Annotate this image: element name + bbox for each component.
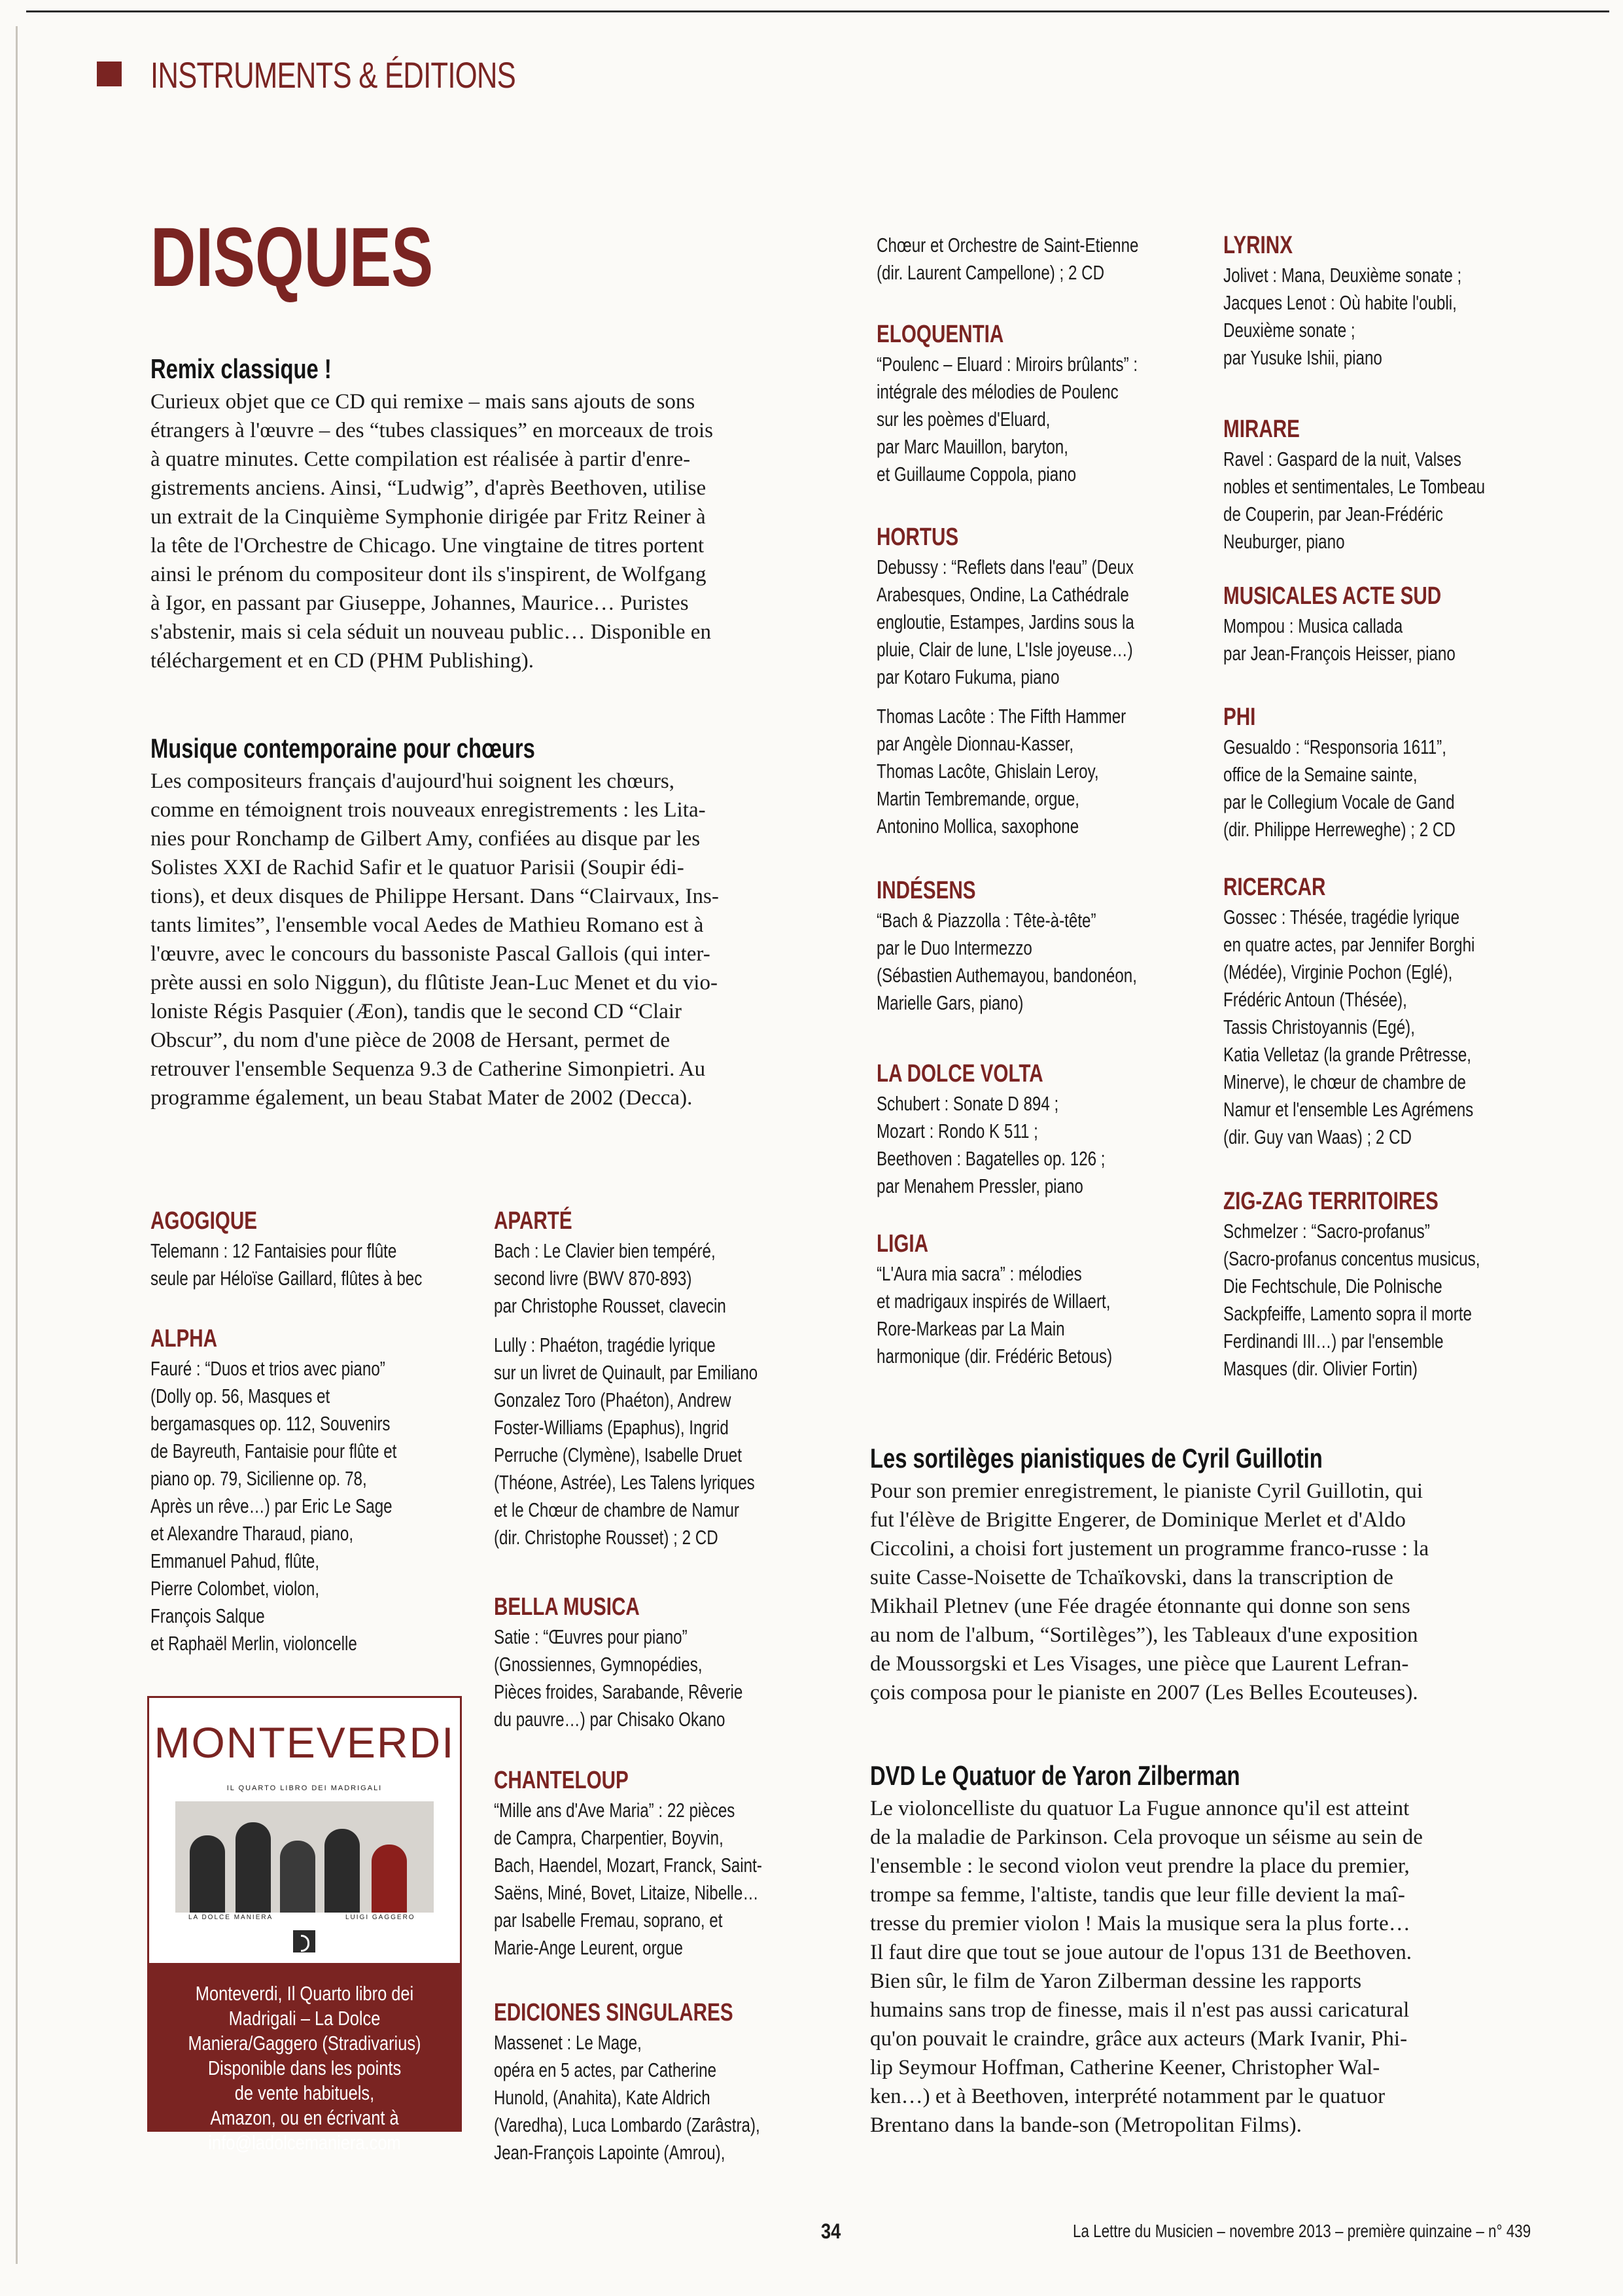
article-guillotin [870, 1443, 1531, 1707]
label-releases [1223, 262, 1529, 372]
release-line: (Sacro-profanus concentus musicus, [1223, 1247, 1480, 1270]
ad-subtitle: IL QUARTO LIBRO DEI MADRIGALI [226, 1784, 383, 1792]
performer-figure [236, 1822, 271, 1913]
release-line: “Bach & Piazzolla : Tête-à-tête” [877, 909, 1096, 932]
label-entry [494, 1207, 832, 1551]
release-line: Pièces froides, Sarabande, Rêverie [494, 1680, 743, 1703]
release-line: par le Collegium Vocale de Gand [1223, 790, 1455, 813]
text-line: ainsi le prénom du compositeur dont ils s'inspirent, de Wolfgang [150, 563, 707, 586]
release-line: Satie : “Œuvres pour piano” [494, 1625, 688, 1648]
release-line: nobles et sentimentales, Le Tombeau [1223, 475, 1486, 498]
text-line: à Igor, en passant par Giuseppe, Johannes, Maurice… Puristes [150, 592, 689, 615]
release-line: pluie, Clair de lune, L'Isle joyeuse…) [877, 638, 1133, 661]
release-line: Masques (dir. Olivier Fortin) [1223, 1357, 1418, 1380]
ad-contact-email[interactable]: info@ladolcemaniera.com [208, 2131, 401, 2154]
release-line: Lully : Phaéton, tragédie lyrique [494, 1333, 716, 1356]
release-line: Sackpfeiffe, Lamento sopra il morte [1223, 1302, 1472, 1325]
release-line: (Médée), Virginie Pochon (Eglé), [1223, 961, 1453, 983]
release-line: Foster-Williams (Epaphus), Ingrid [494, 1416, 729, 1439]
release-line: Debussy : “Reflets dans l'eau” (Deux [877, 556, 1134, 578]
release-line: (Sébastien Authemayou, bandonéon, [877, 964, 1137, 987]
label-name: APARTÉ [494, 1207, 572, 1235]
release-line: seule par Héloïse Gaillard, flûtes à bec [150, 1267, 423, 1290]
top-rule [26, 10, 1609, 12]
release-line: Hunold, (Anahita), Kate Aldrich [494, 2086, 710, 2109]
release-line: et le Chœur de chambre de Namur [494, 1498, 739, 1521]
label-entry [877, 232, 1212, 287]
label-entry [1223, 703, 1521, 843]
label-releases [494, 1623, 813, 1733]
label-releases [494, 2029, 835, 2166]
release-line: Emmanuel Pahud, flûte, [150, 1549, 320, 1572]
label-releases [1223, 446, 1559, 556]
label-releases [150, 1355, 466, 1657]
label-name: RICERCAR [1223, 874, 1326, 901]
release-line: sur un livret de Quinault, par Emiliano [494, 1361, 758, 1384]
label-releases [877, 554, 1207, 840]
section-marker-icon [97, 62, 122, 86]
text-line: gistrements anciens. Ainsi, “Ludwig”, d'après Beethoven, utilise [150, 476, 707, 500]
release-line: Namur et l'ensemble Les Agrémens [1223, 1098, 1474, 1121]
release-line: Fauré : “Duos et trios avec piano” [150, 1357, 385, 1380]
release-line: par Marc Mauillon, baryton, [877, 435, 1068, 458]
text-line: tions), et deux disques de Philippe Hersant. Dans “Clairvaux, Ins- [150, 885, 719, 908]
release-line: Massenet : Le Mage, [494, 2031, 642, 2054]
text-line: lip Seymour Hoffman, Catherine Keener, Christopher Wal- [870, 2056, 1380, 2079]
label-releases [150, 1237, 498, 1292]
text-line: tresse du premier violon ! Mais la musique sera la plus forte… [870, 1912, 1410, 1935]
release-line: sur les poèmes d'Eluard, [877, 408, 1051, 431]
release-line: et Alexandre Tharaud, piano, [150, 1522, 354, 1545]
release-line: engloutie, Estampes, Jardins sous la [877, 610, 1134, 633]
label-releases [1223, 1218, 1552, 1383]
performer-figure [372, 1845, 407, 1913]
label-name: AGOGIQUE [150, 1207, 258, 1235]
label-releases [1223, 904, 1546, 1151]
release-line: Arabesques, Ondine, La Cathédrale [877, 583, 1129, 606]
article-dvd-quatuor [870, 1760, 1531, 2140]
article-title: Musique contemporaine pour chœurs [150, 733, 535, 764]
text-line: Le violoncelliste du quatuor La Fugue annonce qu'il est atteint [870, 1797, 1410, 1820]
release-line: Ferdinandi III…) par l'ensemble [1223, 1330, 1444, 1352]
label-releases [1223, 612, 1521, 667]
label-entry [1223, 874, 1546, 1151]
label-releases [877, 232, 1212, 287]
label-name: MIRARE [1223, 415, 1300, 443]
release-line: Mozart : Rondo K 511 ; [877, 1120, 1038, 1142]
release-line: (dir. Guy van Waas) ; 2 CD [1223, 1125, 1412, 1148]
release-line: Frédéric Antoun (Thésée), [1223, 988, 1407, 1011]
label-releases [877, 907, 1210, 1017]
release-line: “L'Aura mia sacra” : mélodies [877, 1262, 1082, 1285]
text-line: Il faut dire que tout se joue autour de l'opus 131 de Beethoven. [870, 1941, 1412, 1964]
release-line: par Isabelle Fremau, soprano, et [494, 1909, 723, 1932]
monteverdi-advertisement[interactable] [147, 1696, 462, 2154]
release-line: en quatre actes, par Jennifer Borghi [1223, 933, 1475, 956]
text-line: prète aussi en solo Niggun), du flûtiste Jean-Luc Menet et du vio- [150, 971, 718, 995]
article-body [870, 1477, 1531, 1707]
release-line: Chœur et Orchestre de Saint-Etienne [877, 234, 1139, 256]
text-line: au nom de l'album, “Sortilèges”), les Tableaux d'une exposition [870, 1623, 1418, 1647]
label-entry [877, 1230, 1179, 1370]
release-line: de Bayreuth, Fantaisie pour flûte et [150, 1439, 397, 1462]
release-line: Perruche (Clymène), Isabelle Druet [494, 1443, 742, 1466]
performer-figure [324, 1829, 360, 1913]
page-title: DISQUES [150, 211, 434, 304]
text-line: étrangers à l'œuvre – des “tubes classiques” en morceaux de trois [150, 419, 713, 442]
release-line: Minerve), le chœur de chambre de [1223, 1070, 1466, 1093]
release-line: Thomas Lacôte : The Fifth Hammer [877, 705, 1126, 728]
article-title: Remix classique ! [150, 353, 332, 384]
label-name: ALPHA [150, 1325, 218, 1352]
publication-footer: La Lettre du Musicien – novembre 2013 – première quinzaine – n° 439 [1073, 2221, 1531, 2241]
release-line: Bach, Haendel, Mozart, Franck, Saint- [494, 1854, 762, 1877]
text-line: nies pour Ronchamp de Gilbert Amy, confiées au disque par les [150, 827, 701, 851]
text-line: comme en témoignent trois nouveaux enregistrements : les Lita- [150, 798, 706, 822]
release-line: (dir. Christophe Rousset) ; 2 CD [494, 1526, 718, 1549]
article-choeurs [150, 733, 811, 1112]
text-line: Ciccolini, a choisi fort justement un programme franco-russe : la [870, 1537, 1429, 1561]
ad-info-band [149, 1963, 460, 2154]
label-name: EDICIONES SINGULARES [494, 1999, 733, 2026]
article-body [870, 1794, 1531, 2140]
label-entry [1223, 582, 1521, 667]
text-line: Mikhail Pletnev (une Fée dragée étonnante qui donne son sens [870, 1595, 1410, 1618]
label-releases [877, 351, 1212, 488]
release-line: par Yusuke Ishii, piano [1223, 346, 1382, 369]
text-line: programme également, un beau Stabat Mater de 2002 (Decca). [150, 1086, 693, 1110]
ad-text-line: de vente habituels, [234, 2081, 375, 2104]
label-name: PHI [1223, 703, 1256, 731]
release-line: (dir. Philippe Herreweghe) ; 2 CD [1223, 818, 1456, 841]
release-line: Gossec : Thésée, tragédie lyrique [1223, 906, 1460, 928]
ad-text-line: Disponible dans les points [207, 2057, 402, 2079]
release-line: Mompou : Musica callada [1223, 614, 1403, 637]
release-line: (Gnossiennes, Gymnopédies, [494, 1653, 703, 1676]
release-line: Katia Velletaz (la grande Prêtresse, [1223, 1043, 1472, 1066]
text-line: Obscur”, du nom d'une pièce de 2008 de Hersant, permet de [150, 1029, 671, 1052]
release-line: Gesualdo : “Responsoria 1611”, [1223, 735, 1446, 758]
article-remix [150, 353, 811, 675]
ad-credit-ensemble: LA DOLCE MANIERA [188, 1914, 273, 1921]
text-line: tants limites”, l'ensemble vocal Aedes de Mathieu Romano est à [150, 913, 704, 937]
text-line: trompe sa femme, l'altiste, tandis que leur fille devient la maî- [870, 1883, 1405, 1907]
release-line: Ravel : Gaspard de la nuit, Valses [1223, 448, 1461, 470]
text-line: Pour son premier enregistrement, le pianiste Cyril Guillotin, qui [870, 1479, 1423, 1503]
release-line: par Christophe Rousset, clavecin [494, 1294, 726, 1317]
release-line: Deuxième sonate ; [1223, 319, 1355, 342]
release-line: Marielle Gars, piano) [877, 991, 1024, 1014]
release-line: Neuburger, piano [1223, 530, 1345, 553]
margin-rule [16, 26, 18, 2264]
text-line: Bien sûr, le film de Yaron Zilberman dessine les rapports [870, 1969, 1362, 1993]
text-line: ken…) et à Beethoven, interprété notamment par le quatuor [870, 2085, 1386, 2108]
release-line: Jolivet : Mana, Deuxième sonate ; [1223, 264, 1462, 287]
release-line: Pierre Colombet, violon, [150, 1577, 320, 1600]
release-line: Martin Tembremande, orgue, [877, 787, 1080, 810]
text-line: un extrait de la Cinquième Symphonie dirigée par Fritz Reiner à [150, 505, 706, 529]
label-entry [1223, 232, 1529, 372]
release-line: Bach : Le Clavier bien tempéré, [494, 1239, 716, 1262]
label-releases [1223, 733, 1521, 843]
label-entry [877, 1060, 1170, 1200]
label-entry [494, 1767, 838, 1962]
text-line: humains sans trop de finesse, mais il n'est pas aussi caricatural [870, 1998, 1410, 2022]
release-line: par Kotaro Fukuma, piano [877, 665, 1060, 688]
text-line: suite Casse-Noisette de Tchaïkovski, dans la transcription de [870, 1566, 1393, 1589]
release-line: par le Duo Intermezzo [877, 936, 1032, 959]
release-line: Jacques Lenot : Où habite l'oubli, [1223, 291, 1457, 314]
release-line: office de la Semaine sainte, [1223, 763, 1418, 786]
ensemble-photo [175, 1801, 434, 1913]
article-body [150, 387, 811, 675]
label-entry [877, 321, 1212, 488]
section-title: INSTRUMENTS & ÉDITIONS [150, 54, 516, 96]
text-line: la tête de l'Orchestre de Chicago. Une vingtaine de titres portent [150, 534, 705, 557]
label-entry [1223, 1188, 1552, 1383]
release-line: Rore-Markeas par La Main [877, 1317, 1065, 1340]
ad-credit-director: LUIGI GAGGERO [345, 1914, 415, 1921]
text-line: l'ensemble : le second violon veut prendre la place du premier, [870, 1854, 1410, 1878]
release-line: de Couperin, par Jean-Frédéric [1223, 503, 1444, 525]
ad-title: MONTEVERDI [154, 1718, 455, 1767]
label-name: HORTUS [877, 523, 959, 551]
label-name: ZIG-ZAG TERRITOIRES [1223, 1188, 1439, 1215]
release-line: bergamasques op. 112, Souvenirs [150, 1412, 391, 1435]
label-entry [150, 1325, 466, 1657]
ad-text-line: Monteverdi, Il Quarto libro dei [195, 1982, 414, 2005]
performer-figure [190, 1835, 225, 1913]
release-line: Saëns, Miné, Bovet, Litaize, Nibelle… [494, 1881, 759, 1904]
release-line: harmonique (dir. Frédéric Betous) [877, 1345, 1113, 1368]
label-releases [494, 1237, 832, 1551]
text-line: s'abstenir, mais si cela séduit un nouveau public… Disponible en [150, 620, 711, 644]
text-line: de Moussorgski et Les Visages, une pièce que Laurent Lefran- [870, 1652, 1409, 1676]
release-line: (dir. Laurent Campellone) ; 2 CD [877, 261, 1105, 284]
text-line: Solistes XXI de Rachid Safir et le quatuor Parisii (Soupir édi- [150, 856, 684, 879]
label-entry [150, 1207, 498, 1292]
label-entry [494, 1999, 835, 2166]
label-entry [877, 877, 1210, 1017]
label-name: CHANTELOUP [494, 1767, 629, 1794]
page-number: 34 [821, 2219, 841, 2243]
text-line: téléchargement et en CD (PHM Publishing). [150, 649, 534, 673]
release-line: Tassis Christoyannis (Egé), [1223, 1016, 1415, 1038]
release-line: Gonzalez Toro (Phaéton), Andrew [494, 1388, 731, 1411]
release-line: Schubert : Sonate D 894 ; [877, 1092, 1059, 1115]
release-line: du pauvre…) par Chisako Okano [494, 1708, 725, 1731]
text-line: Brentano dans la bande-son (Metropolitan Films). [870, 2113, 1302, 2137]
release-line: François Salque [150, 1604, 265, 1627]
label-name: ELOQUENTIA [877, 321, 1004, 348]
release-line: et Guillaume Coppola, piano [877, 463, 1077, 486]
release-line: Telemann : 12 Fantaisies pour flûte [150, 1239, 397, 1262]
release-line: par Angèle Dionnau-Kasser, [877, 732, 1074, 755]
label-releases [494, 1797, 838, 1962]
label-name: LIGIA [877, 1230, 929, 1258]
text-line: retrouver l'ensemble Sequenza 9.3 de Catherine Simonpietri. Au [150, 1057, 706, 1081]
release-line: second livre (BWV 870-893) [494, 1267, 692, 1290]
label-entry [877, 523, 1207, 840]
release-line: (Varedha), Luca Lombardo (Zarâstra), [494, 2113, 760, 2136]
release-line: de Campra, Charpentier, Boyvin, [494, 1826, 724, 1849]
article-title: DVD Le Quatuor de Yaron Zilberman [870, 1760, 1240, 1791]
release-line: Antonino Mollica, saxophone [877, 815, 1079, 838]
performer-figure [280, 1841, 315, 1913]
release-line: et Raphaël Merlin, violoncelle [150, 1632, 357, 1655]
label-name: BELLA MUSICA [494, 1593, 640, 1621]
text-line: çois composa pour le pianiste en 2007 (Les Belles Ecouteuses). [870, 1681, 1418, 1704]
release-line: Die Fechtschule, Die Polnische [1223, 1275, 1442, 1298]
release-line: “Mille ans d'Ave Maria” : 22 pièces [494, 1799, 735, 1822]
label-entry [1223, 415, 1559, 556]
label-releases [877, 1260, 1179, 1370]
record-label-logo-icon [293, 1930, 315, 1952]
ad-text-line: Maniera/Gaggero (Stradivarius) [188, 2032, 421, 2055]
text-line: fut l'élève de Brigitte Engerer, de Dominique Merlet et d'Aldo [870, 1508, 1406, 1532]
release-line: par Jean-François Heisser, piano [1223, 642, 1456, 665]
release-line: (Théone, Astrée), Les Talens lyriques [494, 1471, 755, 1494]
release-line: intégrale des mélodies de Poulenc [877, 380, 1119, 403]
text-line: à quatre minutes. Cette compilation est réalisée à partir d'enre- [150, 448, 691, 471]
release-line: Schmelzer : “Sacro-profanus” [1223, 1220, 1430, 1243]
article-title: Les sortilèges pianistiques de Cyril Guillotin [870, 1443, 1323, 1474]
label-name: MUSICALES ACTE SUD [1223, 582, 1442, 610]
label-entry [494, 1593, 813, 1733]
release-line: Après un rêve…) par Eric Le Sage [150, 1494, 393, 1517]
text-line: Curieux objet que ce CD qui remixe – mais sans ajouts de sons [150, 390, 695, 414]
release-line: Jean-François Lapointe (Amrou), [494, 2141, 725, 2164]
label-releases [877, 1090, 1170, 1200]
label-name: LYRINX [1223, 232, 1293, 259]
release-line: et madrigaux inspirés de Willaert, [877, 1290, 1111, 1313]
text-line: de la maladie de Parkinson. Cela provoque un séisme au sein de [870, 1826, 1423, 1849]
label-name: INDÉSENS [877, 877, 976, 904]
text-line: l'œuvre, avec le concours du bassoniste Pascal Gallois (qui inter- [150, 942, 710, 966]
text-line: Les compositeurs français d'aujourd'hui soignent les chœurs, [150, 769, 674, 793]
release-line: (Dolly op. 56, Masques et [150, 1385, 330, 1407]
label-name: LA DOLCE VOLTA [877, 1060, 1043, 1087]
release-line: Beethoven : Bagatelles op. 126 ; [877, 1147, 1106, 1170]
release-line: Marie-Ange Leurent, orgue [494, 1936, 684, 1959]
ad-text-line: Madrigali – La Dolce [228, 2007, 381, 2030]
article-body [150, 767, 811, 1112]
text-line: qu'on pouvait le craindre, grâce aux acteurs (Mark Ivanir, Phi- [870, 2027, 1408, 2051]
release-line: piano op. 79, Sicilienne op. 78, [150, 1467, 367, 1490]
text-line: loniste Régis Pasquier (Æon), tandis que le second CD “Clair [150, 1000, 682, 1023]
release-line: par Menahem Pressler, piano [877, 1174, 1083, 1197]
release-line: opéra en 5 actes, par Catherine [494, 2058, 717, 2081]
ad-text-line: Amazon, ou en écrivant à [210, 2106, 399, 2129]
release-line: Thomas Lacôte, Ghislain Leroy, [877, 760, 1099, 783]
release-line: “Poulenc – Eluard : Miroirs brûlants” : [877, 353, 1138, 376]
